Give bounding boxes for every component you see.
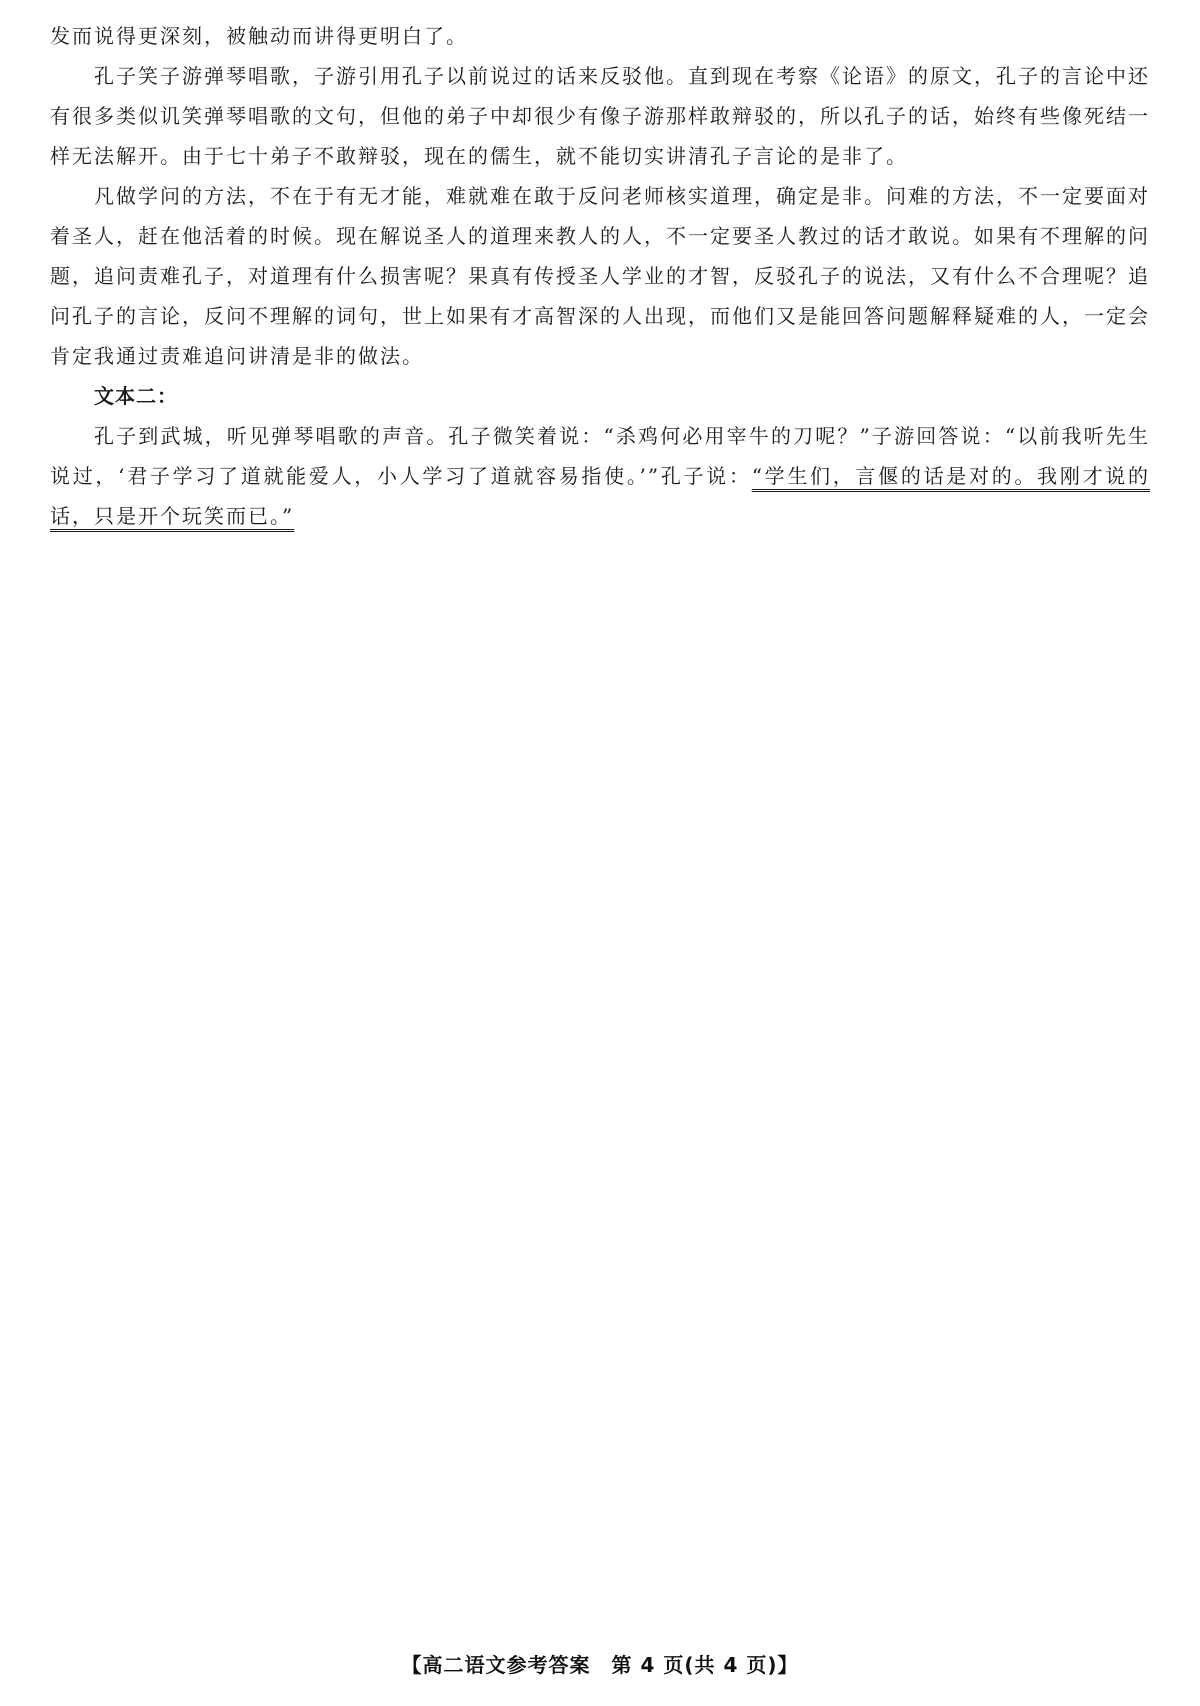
- page-footer: 【高二语文参考答案 第 4 页(共 4 页)】: [401, 1653, 799, 1677]
- section-heading-text-two: 文本二：: [94, 384, 178, 408]
- text-two-underlined: “学生们，言偃的话是对的。我刚才说的话，只是开个玩笑而已。”: [50, 464, 1150, 528]
- paragraph-method: 凡做学问的方法，不在于有无才能，难就难在敢于反问老师核实道理，确定是非。问难的方法，不一定要面对着圣人，赶在他活着的时候。现在解说圣人的道理来教人的人，不一定要圣人教过的话才敢说。如果有不理解的问题，追问责难孔子，对道理有什么损害呢？果真有传授圣人学业的才智，反驳孔子的说法，又有什么不合理呢？追问孔子的言论，反问不理解的词句，世上如果有才高智深的人出现，而他们又是能回答问题解释疑难的人，一定会肯定我通过责难追问讲清是非的做法。: [50, 184, 1150, 368]
- text-two-plain: 孔子到武城，听见弹琴唱歌的声音。孔子微笑着说：“杀鸡何必用宰牛的刀呢？”子游回答说：“以前我听先生说过，‘君子学习了道就能爱人，小人学习了道就容易指使。’”孔子说：: [50, 424, 1150, 488]
- paragraph-text-two: [50, 416, 1150, 536]
- document-body: [50, 16, 1150, 536]
- paragraph-zi-you: 孔子笑子游弹琴唱歌，子游引用孔子以前说过的话来反驳他。直到现在考察《论语》的原文，孔子的言论中还有很多类似讥笑弹琴唱歌的文句，但他的弟子中却很少有像子游那样敢辩驳的，所以孔子的话，始终有些像死结一样无法解开。由于七十弟子不敢辩驳，现在的儒生，就不能切实讲清孔子言论的是非了。: [50, 64, 1150, 168]
- paragraph-continued: 发而说得更深刻，被触动而讲得更明白了。: [50, 24, 468, 48]
